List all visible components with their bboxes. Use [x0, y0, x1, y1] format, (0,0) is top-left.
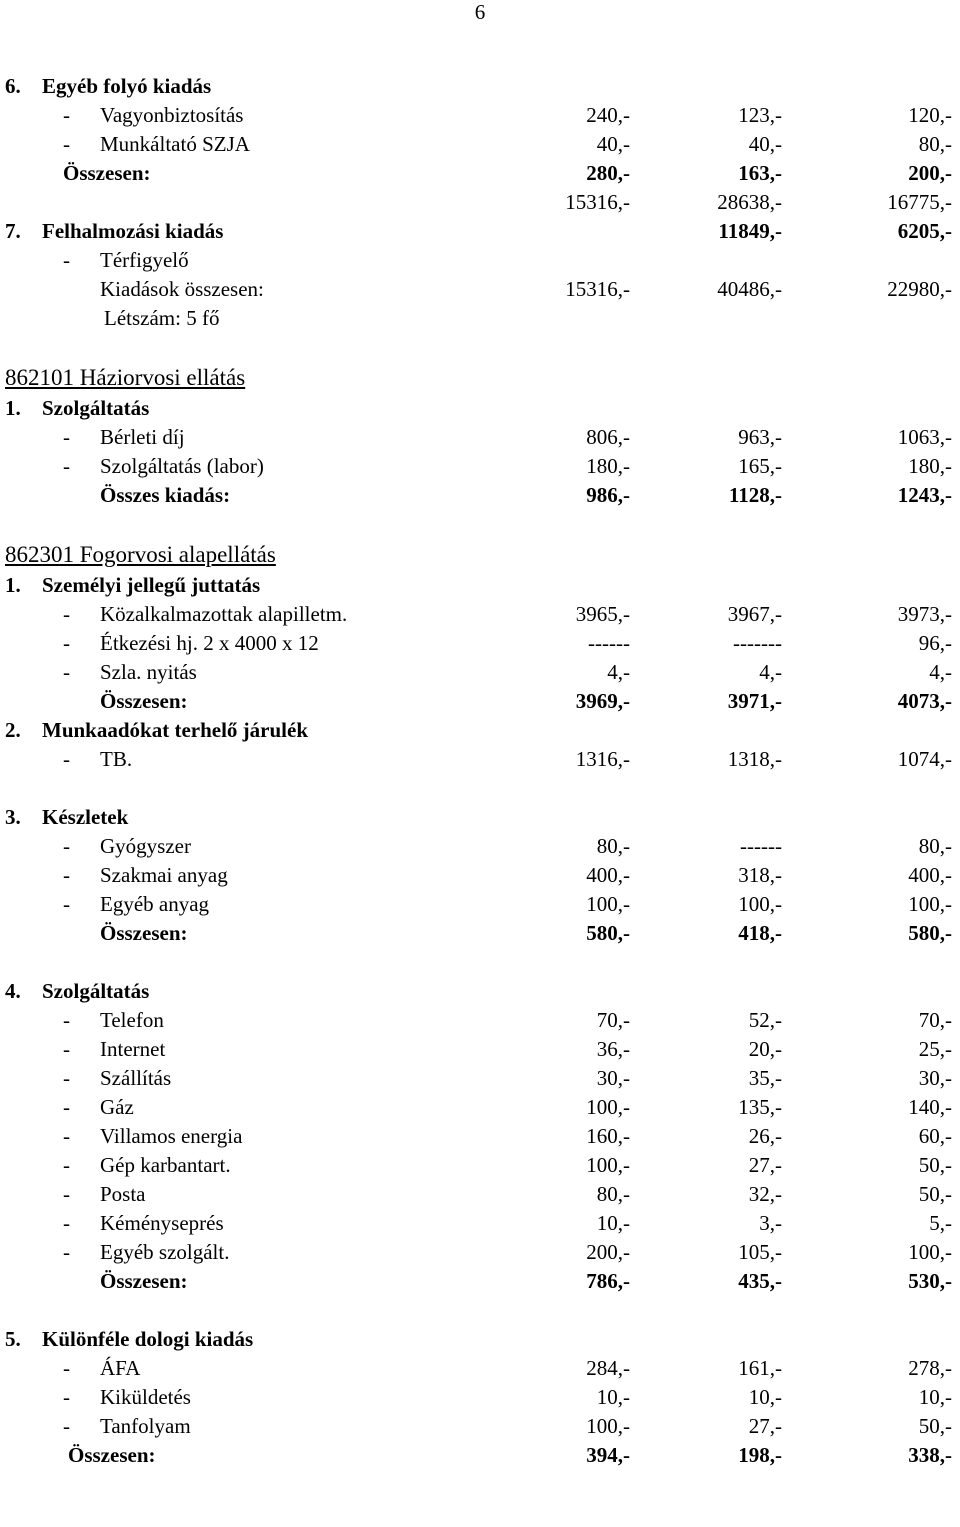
bullet-dash: - [63, 132, 70, 156]
total-label: Összes kiadás: [100, 483, 231, 507]
bullet-dash: - [63, 248, 70, 272]
section-title: 862101 Háziorvosi ellátás [5, 365, 246, 390]
section-header-row [0, 72, 960, 101]
value-col-1: 200,- [586, 1240, 630, 1264]
line-item-label: Gép karbantart. [100, 1153, 231, 1177]
line-item-row [0, 1093, 960, 1122]
value-col-1: 36,- [596, 1037, 630, 1061]
value-col-3: 80,- [918, 834, 952, 858]
value-col-3: 180,- [908, 454, 952, 478]
line-item-row [0, 1006, 960, 1035]
value-col-2: 28638,- [717, 190, 782, 214]
spacer [0, 774, 960, 803]
value-col-3: 400,- [908, 863, 952, 887]
value-col-2: 40,- [748, 132, 782, 156]
section-header-row [0, 716, 960, 745]
header-label: Különféle dologi kiadás [42, 1327, 254, 1351]
value-col-2: 20,- [748, 1037, 782, 1061]
line-item-label: Térfigyelő [100, 248, 189, 272]
bullet-dash: - [63, 1066, 70, 1090]
value-col-2: 3971,- [727, 689, 782, 713]
section-header-row [0, 1325, 960, 1354]
value-col-3: 50,- [918, 1153, 952, 1177]
line-item-label: Internet [100, 1037, 166, 1061]
value-col-2: 10,- [748, 1385, 782, 1409]
bullet-dash: - [63, 1385, 70, 1409]
value-col-2: ------- [733, 631, 782, 655]
total-label: Összesen: [63, 161, 151, 185]
line-item-label: Telefon [100, 1008, 164, 1032]
total-row [0, 1441, 960, 1470]
bullet-dash: - [63, 602, 70, 626]
total-row [0, 159, 960, 188]
value-col-1: 394,- [586, 1443, 630, 1467]
value-col-3: 4073,- [897, 689, 952, 713]
line-item-row [0, 861, 960, 890]
page-number: 6 [474, 0, 486, 24]
line-item-row [0, 1151, 960, 1180]
header-label: Egyéb folyó kiadás [42, 74, 212, 98]
line-item-row [0, 1180, 960, 1209]
value-col-1: 100,- [586, 1153, 630, 1177]
total-row [0, 1267, 960, 1296]
item-number: 2. [5, 718, 21, 742]
section-header-row [0, 394, 960, 423]
line-item-label: Szakmai anyag [100, 863, 228, 887]
line-item-row [0, 246, 960, 275]
value-col-3: 580,- [908, 921, 952, 945]
value-col-3: 200,- [908, 161, 952, 185]
bullet-dash: - [63, 747, 70, 771]
value-col-2: 3,- [759, 1211, 782, 1235]
headcount-row [0, 304, 960, 333]
value-col-3: 80,- [918, 132, 952, 156]
bullet-dash: - [63, 1095, 70, 1119]
line-item-label: ÁFA [100, 1356, 141, 1380]
value-col-1: 15316,- [565, 190, 630, 214]
value-col-2: 435,- [738, 1269, 782, 1293]
value-col-1: 284,- [586, 1356, 630, 1380]
value-col-3: 140,- [908, 1095, 952, 1119]
value-col-3: 1074,- [897, 747, 952, 771]
line-item-label: Gáz [100, 1095, 134, 1119]
value-col-3: 100,- [908, 892, 952, 916]
value-col-2: 165,- [738, 454, 782, 478]
header-label: Szolgáltatás [42, 396, 150, 420]
line-item-row [0, 1238, 960, 1267]
bullet-dash: - [63, 1211, 70, 1235]
line-item-label: Egyéb szolgált. [100, 1240, 230, 1264]
value-col-2: 32,- [748, 1182, 782, 1206]
bullet-dash: - [63, 660, 70, 684]
value-col-2: 161,- [738, 1356, 782, 1380]
total-row [0, 687, 960, 716]
value-col-1: 180,- [586, 454, 630, 478]
section-header-row [0, 217, 960, 246]
bullet-dash: - [63, 103, 70, 127]
value-col-2: 52,- [748, 1008, 782, 1032]
value-col-3: 30,- [918, 1066, 952, 1090]
line-item-label: Kiküldetés [100, 1385, 191, 1409]
value-col-1: 15316,- [565, 277, 630, 301]
value-col-2: 123,- [738, 103, 782, 127]
line-item-label: Villamos energia [100, 1124, 243, 1148]
value-col-2: 100,- [738, 892, 782, 916]
line-item-row [0, 745, 960, 774]
value-col-2: 198,- [738, 1443, 782, 1467]
line-item-label: Tanfolyam [100, 1414, 191, 1438]
line-item-label: TB. [100, 747, 133, 771]
bullet-dash: - [63, 1124, 70, 1148]
section-title: 862301 Fogorvosi alapellátás [5, 542, 276, 567]
line-item-row [0, 1064, 960, 1093]
total-label: Összesen: [100, 921, 188, 945]
line-item-label: Szállítás [100, 1066, 172, 1090]
value-col-2: 1318,- [727, 747, 782, 771]
value-col-3: 6205,- [897, 219, 952, 243]
value-col-3: 530,- [908, 1269, 952, 1293]
summary-label: Kiadások összesen: [100, 277, 264, 301]
value-col-3: 1063,- [897, 425, 952, 449]
value-col-1: 80,- [596, 834, 630, 858]
bullet-dash: - [63, 454, 70, 478]
bullet-dash: - [63, 1414, 70, 1438]
line-item-label: Szla. nyitás [100, 660, 197, 684]
item-number: 1. [5, 573, 21, 597]
line-item-label: Kéményseprés [100, 1211, 224, 1235]
line-item-row [0, 101, 960, 130]
value-col-3: 278,- [908, 1356, 952, 1380]
total-row [0, 481, 960, 510]
spacer [0, 510, 960, 539]
bullet-dash: - [63, 863, 70, 887]
total-label: Összesen: [100, 689, 188, 713]
bullet-dash: - [63, 631, 70, 655]
value-col-1: 100,- [586, 1414, 630, 1438]
line-item-row [0, 423, 960, 452]
line-item-label: Étkezési hj. 2 x 4000 x 12 [100, 631, 319, 655]
value-col-1: 3969,- [575, 689, 630, 713]
item-number: 4. [5, 979, 21, 1003]
value-col-3: 338,- [908, 1443, 952, 1467]
value-col-1: 1316,- [575, 747, 630, 771]
line-item-row [0, 658, 960, 687]
value-col-2: 27,- [748, 1414, 782, 1438]
spacer [0, 333, 960, 362]
header-label: Felhalmozási kiadás [42, 219, 224, 243]
value-col-2: 40486,- [717, 277, 782, 301]
bullet-dash: - [63, 834, 70, 858]
value-col-3: 120,- [908, 103, 952, 127]
value-col-3: 4,- [929, 660, 952, 684]
bullet-dash: - [63, 892, 70, 916]
budget-document [0, 72, 960, 1470]
line-item-row [0, 600, 960, 629]
value-col-3: 3973,- [897, 602, 952, 626]
line-item-label: Gyógyszer [100, 834, 191, 858]
value-col-3: 70,- [918, 1008, 952, 1032]
value-col-3: 100,- [908, 1240, 952, 1264]
headcount-label: Létszám: 5 fő [104, 306, 220, 330]
value-col-2: 418,- [738, 921, 782, 945]
bullet-dash: - [63, 1240, 70, 1264]
value-col-3: 50,- [918, 1182, 952, 1206]
section-header-row [0, 571, 960, 600]
item-number: 6. [5, 74, 21, 98]
value-col-1: 240,- [586, 103, 630, 127]
bullet-dash: - [63, 1008, 70, 1032]
value-col-2: 26,- [748, 1124, 782, 1148]
bullet-dash: - [63, 1037, 70, 1061]
line-item-row [0, 1412, 960, 1441]
line-item-row [0, 1035, 960, 1064]
value-col-2: 35,- [748, 1066, 782, 1090]
value-col-2: 3967,- [727, 602, 782, 626]
total-label: Összesen: [100, 1269, 188, 1293]
section-header-row [0, 977, 960, 1006]
line-item-label: Szolgáltatás (labor) [100, 454, 264, 478]
value-col-2: ------ [740, 834, 782, 858]
line-item-row [0, 629, 960, 658]
value-col-1: 3965,- [575, 602, 630, 626]
line-item-row [0, 452, 960, 481]
value-col-1: 986,- [586, 483, 630, 507]
value-col-3: 96,- [918, 631, 952, 655]
header-label: Készletek [42, 805, 129, 829]
value-col-1: 580,- [586, 921, 630, 945]
value-col-3: 22980,- [887, 277, 952, 301]
section-header-row [0, 803, 960, 832]
item-number: 3. [5, 805, 21, 829]
line-item-label: Vagyonbiztosítás [100, 103, 244, 127]
value-col-3: 1243,- [897, 483, 952, 507]
spacer [0, 948, 960, 977]
value-col-2: 163,- [738, 161, 782, 185]
value-col-2: 27,- [748, 1153, 782, 1177]
value-col-2: 963,- [738, 425, 782, 449]
bullet-dash: - [63, 1182, 70, 1206]
line-item-label: Egyéb anyag [100, 892, 210, 916]
item-number: 7. [5, 219, 21, 243]
value-col-1: 160,- [586, 1124, 630, 1148]
total-row [0, 919, 960, 948]
subtotal-values-row [0, 188, 960, 217]
value-col-2: 135,- [738, 1095, 782, 1119]
header-label: Munkaadókat terhelő járulék [42, 718, 309, 742]
value-col-1: 10,- [596, 1385, 630, 1409]
value-col-2: 1128,- [728, 483, 782, 507]
item-number: 5. [5, 1327, 21, 1351]
value-col-1: 280,- [586, 161, 630, 185]
value-col-1: 400,- [586, 863, 630, 887]
value-col-3: 16775,- [887, 190, 952, 214]
line-item-row [0, 1122, 960, 1151]
line-item-row [0, 890, 960, 919]
value-col-1: 100,- [586, 892, 630, 916]
value-col-1: 786,- [586, 1269, 630, 1293]
line-item-row [0, 1209, 960, 1238]
bullet-dash: - [63, 1356, 70, 1380]
value-col-2: 11849,- [718, 219, 782, 243]
value-col-2: 318,- [738, 863, 782, 887]
value-col-1: 100,- [586, 1095, 630, 1119]
header-label: Személyi jellegű juttatás [42, 573, 261, 597]
section-title-row [0, 362, 960, 394]
total-label: Összesen: [68, 1443, 156, 1467]
value-col-1: 80,- [596, 1182, 630, 1206]
bullet-dash: - [63, 1153, 70, 1177]
value-col-1: 4,- [607, 660, 630, 684]
value-col-1: ------ [588, 631, 630, 655]
spacer [0, 1296, 960, 1325]
item-number: 1. [5, 396, 21, 420]
value-col-2: 4,- [759, 660, 782, 684]
header-label: Szolgáltatás [42, 979, 150, 1003]
value-col-3: 25,- [918, 1037, 952, 1061]
value-col-3: 60,- [918, 1124, 952, 1148]
value-col-3: 5,- [929, 1211, 952, 1235]
line-item-row [0, 1354, 960, 1383]
value-col-1: 30,- [596, 1066, 630, 1090]
bullet-dash: - [63, 425, 70, 449]
summary-row [0, 275, 960, 304]
value-col-1: 70,- [596, 1008, 630, 1032]
value-col-1: 806,- [586, 425, 630, 449]
value-col-1: 10,- [596, 1211, 630, 1235]
value-col-1: 40,- [596, 132, 630, 156]
line-item-label: Munkáltató SZJA [100, 132, 250, 156]
line-item-row [0, 130, 960, 159]
line-item-row [0, 832, 960, 861]
line-item-row [0, 1383, 960, 1412]
line-item-label: Bérleti díj [100, 425, 185, 449]
value-col-2: 105,- [738, 1240, 782, 1264]
line-item-label: Közalkalmazottak alapilletm. [100, 602, 348, 626]
value-col-3: 10,- [918, 1385, 952, 1409]
line-item-label: Posta [100, 1182, 146, 1206]
section-title-row [0, 539, 960, 571]
value-col-3: 50,- [918, 1414, 952, 1438]
